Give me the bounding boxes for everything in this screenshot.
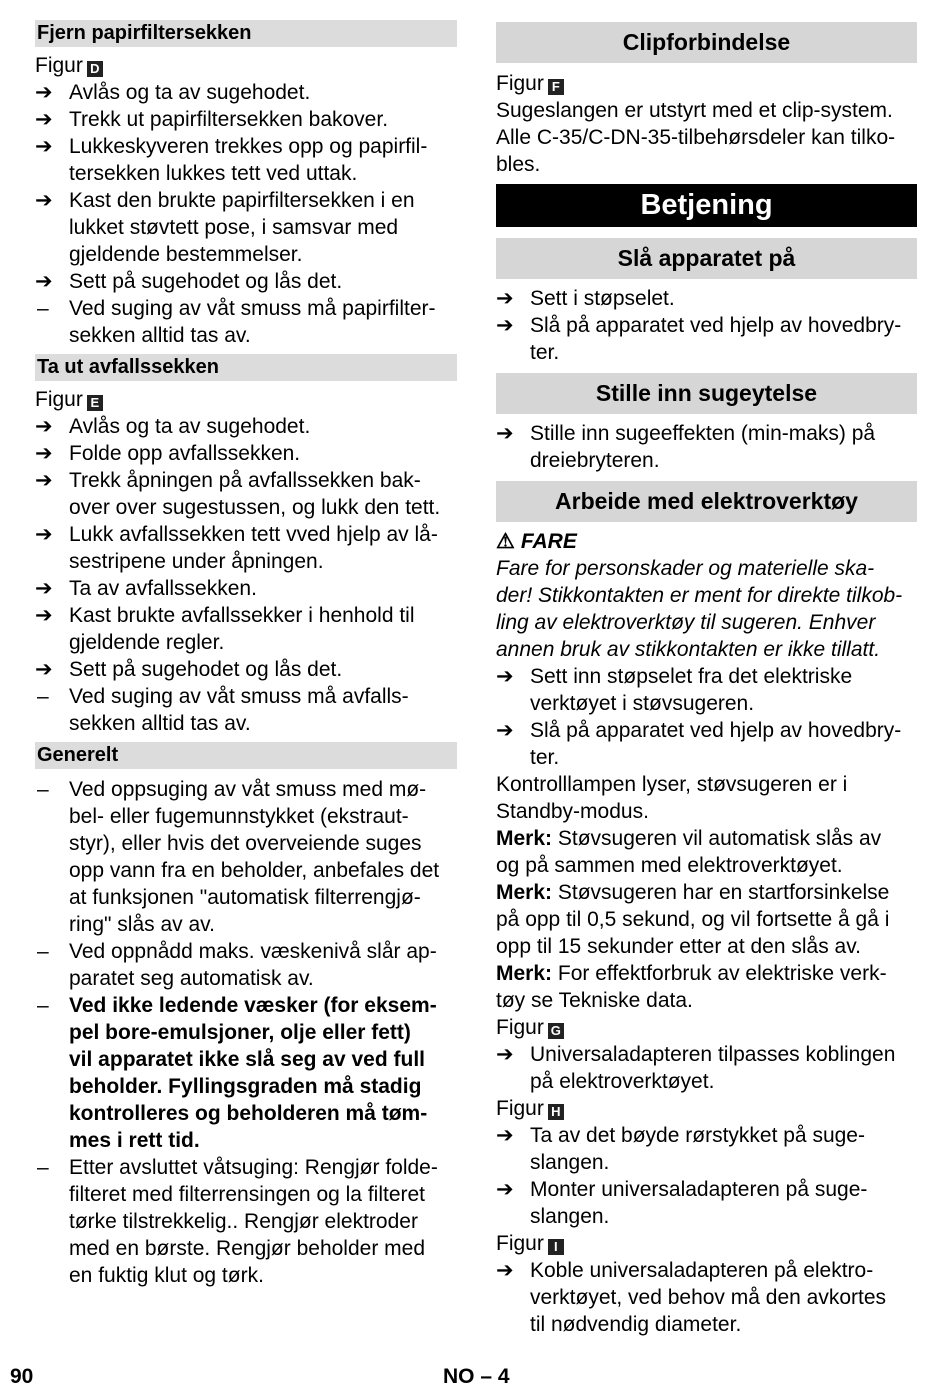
list-item: ➔ Stille inn sugeeffekten (min-maks) på dreiebryteren. <box>496 422 876 472</box>
list-item: ➔ Sett på sugehodet og lås det. <box>35 270 343 293</box>
list-item: – Etter avsluttet våtsuging: Rengjør folde- filteret med filterrensingen og la filteret tørke tilstrekkelig.. Rengjør elektroder med en børste. Rengjør beholder med en fuktig klut og tørk. <box>37 1156 438 1287</box>
arrow-icon: ➔ <box>35 577 53 600</box>
dash-marker: – <box>37 940 49 963</box>
figure-label-icon: H <box>548 1104 564 1120</box>
arrow-icon: ➔ <box>35 442 53 465</box>
arrow-icon: ➔ <box>496 719 514 742</box>
list-item: ➔ Slå på apparatet ved hjelp av hovedbry- ter. <box>496 719 902 769</box>
list-item: – Ved oppsuging av våt smuss med mø- bel- eller fugemunnstykket (ekstraut- styr), eller hvis det overveiende suges opp vann fra en beholder, anbefales det at funksjonen "automatisk filterrengjø- ring" slås av av. <box>37 778 440 936</box>
arrow-icon: ➔ <box>35 81 53 104</box>
list-item: – Ved suging av våt smuss må avfalls- sekken alltid tas av. <box>37 685 409 735</box>
arrow-icon: ➔ <box>35 108 53 131</box>
list-item: ➔ Folde opp avfallssekken. <box>35 442 301 465</box>
dash-marker: – <box>37 778 49 801</box>
arrow-icon: ➔ <box>496 1178 514 1201</box>
list-item: ➔ Slå på apparatet ved hjelp av hovedbry- ter. <box>496 314 902 364</box>
figure-ref: Figur F <box>496 70 917 97</box>
arrow-icon: ➔ <box>35 658 53 681</box>
heading-power-tools: Arbeide med elektroverktøy <box>496 481 917 522</box>
left-column <box>35 20 457 1289</box>
arrow-icon: ➔ <box>496 665 514 688</box>
figure-ref: Figur E <box>35 386 457 413</box>
figure-ref: Figur H <box>496 1095 917 1122</box>
warning-icon: ⚠ <box>496 530 515 553</box>
figure-ref: Figur I <box>496 1230 917 1257</box>
heading-general: Generelt <box>35 742 457 769</box>
list-item: ➔ Ta av det bøyde rørstykket på suge- slangen. <box>496 1124 865 1174</box>
figure-label-icon: E <box>87 395 103 411</box>
dash-marker: – <box>37 1156 49 1179</box>
arrow-icon: ➔ <box>35 523 53 546</box>
note: Merk: For effektforbruk av elektriske verk- tøy se Tekniske data. <box>496 962 887 1012</box>
list-item: ➔ Lukkeskyveren trekkes opp og papirfil- tersekken lukkes tett ved uttak. <box>35 135 428 185</box>
list-item: ➔ Trekk ut papirfiltersekken bakover. <box>35 108 389 131</box>
list-item: ➔ Kast den brukte papirfiltersekken i en lukket støvtett pose, i samsvar med gjeldende bestemmelser. <box>35 189 415 266</box>
list-item: ➔ Trekk åpningen på avfallssekken bak- over over sugestussen, og lukk den tett. <box>35 469 441 519</box>
page-number: 90 <box>10 1365 34 1388</box>
figure-ref: Figur D <box>35 52 457 79</box>
heading-switch-on: Slå apparatet på <box>496 238 917 279</box>
warning-label: ⚠ FARE <box>496 530 577 553</box>
dash-marker: – <box>37 685 49 708</box>
list-item: ➔ Kast brukte avfallssekker i henhold til gjeldende regler. <box>35 604 415 654</box>
arrow-icon: ➔ <box>35 270 53 293</box>
arrow-icon: ➔ <box>496 1259 514 1282</box>
arrow-icon: ➔ <box>496 287 514 310</box>
paragraph: Kontrolllampen lyser, støvsugeren er i Standby-modus. <box>496 773 848 823</box>
arrow-icon: ➔ <box>35 469 53 492</box>
heading-operation: Betjening <box>496 184 917 227</box>
right-column <box>496 22 917 1338</box>
heading-remove-waste-bag: Ta ut avfallssekken <box>35 354 457 381</box>
section-label: NO – 4 <box>443 1365 510 1388</box>
heading-clip-connection: Clipforbindelse <box>496 22 917 63</box>
list-item: ➔ Sett på sugehodet og lås det. <box>35 658 343 681</box>
arrow-icon: ➔ <box>35 135 53 158</box>
heading-suction-setting: Stille inn sugeytelse <box>496 373 917 414</box>
figure-label-icon: F <box>548 79 564 95</box>
list-item: ➔ Koble universaladapteren på elektro- verktøyet, ved behov må den avkortes til nødvendig diameter. <box>496 1259 887 1336</box>
figure-label-icon: I <box>548 1239 564 1255</box>
note: Merk: Støvsugeren har en startforsinkelse på opp til 0,5 sekund, og vil fortsette å gå i opp til 15 sekunder etter at den slås av. <box>496 881 890 958</box>
warning-text: Fare for personskader og materielle ska- der! Stikkontakten er ment for direkte tilkob- ling av elektroverktøy til sugeren. Enhver annen bruk av stikkontakten er ikke tillatt. <box>496 557 903 661</box>
list-item: ➔ Avlås og ta av sugehodet. <box>35 415 311 438</box>
heading-remove-paper-filter-bag: Fjern papirfiltersekken <box>35 20 457 47</box>
paragraph: Sugeslangen er utstyrt med et clip-system. Alle C-35/C-DN-35-tilbehørsdeler kan tilko- bles. <box>496 99 896 176</box>
list-item: – Ved suging av våt smuss må papirfilter- sekken alltid tas av. <box>37 297 436 347</box>
figure-ref: Figur G <box>496 1014 917 1041</box>
figure-label-icon: G <box>548 1023 564 1039</box>
list-item: ➔ Lukk avfallssekken tett vved hjelp av lå- sestripene under åpningen. <box>35 523 438 573</box>
list-item: ➔ Monter universaladapteren på suge- slangen. <box>496 1178 868 1228</box>
figure-label-icon: D <box>87 61 103 77</box>
dash-marker: – <box>37 297 49 320</box>
arrow-icon: ➔ <box>35 189 53 212</box>
list-item: ➔ Ta av avfallssekken. <box>35 577 257 600</box>
arrow-icon: ➔ <box>496 1124 514 1147</box>
list-item: ➔ Sett i støpselet. <box>496 287 675 310</box>
note: Merk: Støvsugeren vil automatisk slås av og på sammen med elektroverktøyet. <box>496 827 882 877</box>
list-item: ➔ Avlås og ta av sugehodet. <box>35 81 311 104</box>
arrow-icon: ➔ <box>496 422 514 445</box>
arrow-icon: ➔ <box>35 604 53 627</box>
arrow-icon: ➔ <box>35 415 53 438</box>
arrow-icon: ➔ <box>496 314 514 337</box>
arrow-icon: ➔ <box>496 1043 514 1066</box>
list-item: ➔ Universaladapteren tilpasses koblingen på elektroverktøyet. <box>496 1043 896 1093</box>
list-item: – Ved oppnådd maks. væskenivå slår ap- paratet seg automatisk av. <box>37 940 437 990</box>
list-item: ➔ Sett inn støpselet fra det elektriske verktøyet i støvsugeren. <box>496 665 853 715</box>
list-item: – Ved ikke ledende væsker (for eksem- pel bore-emulsjoner, olje eller fett) vil apparatet ikke slå seg av ved full beholder. Fyllingsgraden må stadig kontrolleres og beholderen må tøm- mes i rett tid. <box>37 994 437 1152</box>
dash-marker: – <box>37 994 49 1017</box>
